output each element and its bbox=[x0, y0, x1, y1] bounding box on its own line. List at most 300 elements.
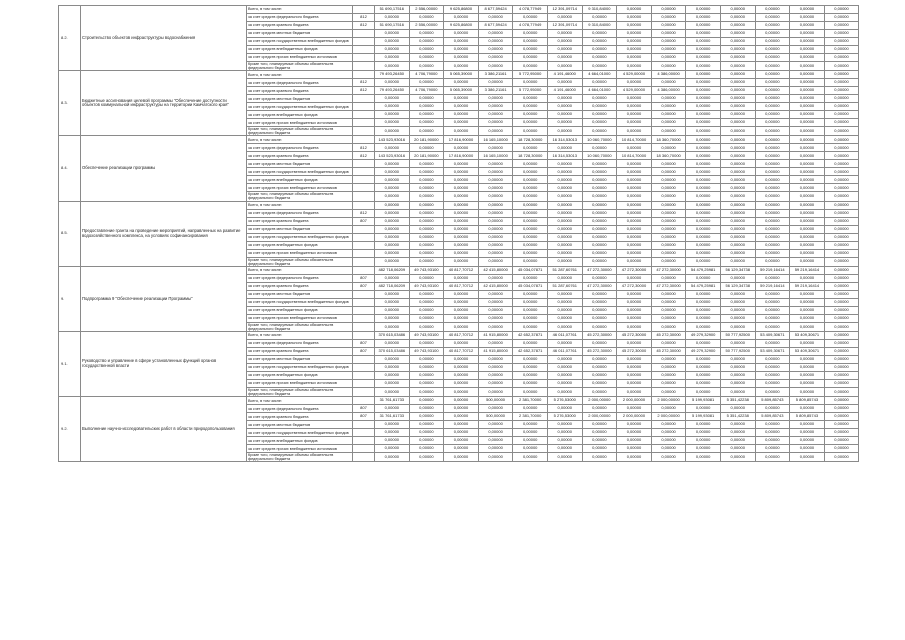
item-code: 9. bbox=[59, 266, 81, 331]
amount-cell: 0,00000 bbox=[478, 119, 513, 127]
funding-source: Всего, в том числе: bbox=[247, 136, 353, 144]
amount-cell: 0,00000 bbox=[720, 127, 755, 136]
amount-cell: 17 816,90000 bbox=[444, 136, 479, 144]
amount-cell: 0,00000 bbox=[790, 363, 825, 371]
amount-cell: 0,00000 bbox=[409, 421, 444, 429]
amount-cell: 0,00000 bbox=[513, 160, 548, 168]
amount-cell: 0,00000 bbox=[375, 54, 410, 62]
amount-cell: 0,00000 bbox=[409, 225, 444, 233]
amount-cell: 0,00000 bbox=[617, 209, 652, 217]
budget-code bbox=[353, 46, 375, 54]
amount-cell: 10 060,70000 bbox=[582, 136, 617, 144]
budget-code bbox=[353, 38, 375, 46]
amount-cell: 0,00000 bbox=[686, 192, 721, 201]
budget-code bbox=[353, 421, 375, 429]
amount-cell: 0,00000 bbox=[513, 176, 548, 184]
amount-cell: 49 743,93100 bbox=[409, 347, 444, 355]
amount-cell: 0,00000 bbox=[582, 184, 617, 192]
amount-cell: 45 272,30000 bbox=[651, 331, 686, 339]
amount-cell: 79 493,26450 bbox=[375, 87, 410, 95]
amount-cell: 0,00000 bbox=[755, 421, 790, 429]
amount-cell: 40 817,70712 bbox=[444, 331, 479, 339]
funding-source: за счет средств федерального бюджета bbox=[247, 144, 353, 152]
amount-cell: 0,00000 bbox=[651, 257, 686, 266]
amount-cell: 45 272,30000 bbox=[582, 331, 617, 339]
amount-cell: 0,00000 bbox=[824, 62, 859, 71]
amount-cell: 0,00000 bbox=[617, 6, 652, 14]
budget-code bbox=[353, 233, 375, 241]
amount-cell: 0,00000 bbox=[686, 111, 721, 119]
amount-cell: 0,00000 bbox=[790, 379, 825, 387]
funding-source: за счет средств внебюджетных фондов bbox=[247, 306, 353, 314]
amount-cell: 0,00000 bbox=[651, 168, 686, 176]
amount-cell: 0,00000 bbox=[582, 429, 617, 437]
amount-cell: 0,00000 bbox=[375, 339, 410, 347]
amount-cell: 0,00000 bbox=[617, 119, 652, 127]
amount-cell: 0,00000 bbox=[409, 445, 444, 453]
amount-cell: 0,00000 bbox=[824, 6, 859, 14]
amount-cell: 0,00000 bbox=[755, 79, 790, 87]
amount-cell: 0,00000 bbox=[824, 46, 859, 54]
amount-cell: 0,00000 bbox=[651, 249, 686, 257]
amount-cell: 0,00000 bbox=[790, 306, 825, 314]
amount-cell: 0,00000 bbox=[755, 14, 790, 22]
amount-cell: 0,00000 bbox=[513, 421, 548, 429]
amount-cell: 0,00000 bbox=[513, 144, 548, 152]
funding-source: за счет средств государственных внебюджетных фондов bbox=[247, 233, 353, 241]
amount-cell: 0,00000 bbox=[790, 217, 825, 225]
amount-cell: 0,00000 bbox=[720, 322, 755, 331]
amount-cell: 0,00000 bbox=[686, 257, 721, 266]
amount-cell: 0,00000 bbox=[790, 453, 825, 462]
amount-cell: 0,00000 bbox=[790, 209, 825, 217]
amount-cell: 0,00000 bbox=[824, 160, 859, 168]
amount-cell: 0,00000 bbox=[375, 184, 410, 192]
budget-code bbox=[353, 249, 375, 257]
amount-cell: 0,00000 bbox=[547, 421, 582, 429]
amount-cell: 0,00000 bbox=[720, 387, 755, 396]
budget-code: 812 bbox=[353, 152, 375, 160]
amount-cell: 0,00000 bbox=[444, 290, 479, 298]
budget-code bbox=[353, 111, 375, 119]
amount-cell: 0,00000 bbox=[478, 30, 513, 38]
amount-cell: 2 000,00000 bbox=[617, 413, 652, 421]
amount-cell: 0,00000 bbox=[720, 176, 755, 184]
amount-cell: 5 809,85743 bbox=[790, 397, 825, 405]
amount-cell: 0,00000 bbox=[790, 421, 825, 429]
funding-source: Кроме того, планируемые объемы обязательств федерального бюджета bbox=[247, 127, 353, 136]
amount-cell: 0,00000 bbox=[824, 176, 859, 184]
item-name: Подпрограмма 9 "Обеспечение реализации Программы" bbox=[81, 266, 247, 331]
amount-cell: 50 777,92500 bbox=[720, 331, 755, 339]
amount-cell: 47 272,30000 bbox=[617, 266, 652, 274]
budget-code bbox=[353, 54, 375, 62]
amount-cell: 0,00000 bbox=[790, 6, 825, 14]
amount-cell: 4 706,79000 bbox=[409, 71, 444, 79]
amount-cell: 0,00000 bbox=[824, 437, 859, 445]
amount-cell: 0,00000 bbox=[547, 379, 582, 387]
amount-cell: 0,00000 bbox=[375, 363, 410, 371]
amount-cell: 0,00000 bbox=[478, 249, 513, 257]
amount-cell: 0,00000 bbox=[409, 363, 444, 371]
amount-cell: 0,00000 bbox=[582, 111, 617, 119]
amount-cell: 0,00000 bbox=[582, 62, 617, 71]
amount-cell: 0,00000 bbox=[790, 14, 825, 22]
amount-cell: 4 191,46000 bbox=[547, 87, 582, 95]
funding-source: за счет средств местных бюджетов bbox=[247, 225, 353, 233]
funding-source: за счет средств прочих внебюджетных источников bbox=[247, 445, 353, 453]
amount-cell: 0,00000 bbox=[617, 111, 652, 119]
amount-cell: 0,00000 bbox=[651, 274, 686, 282]
funding-source: Всего, в том числе: bbox=[247, 71, 353, 79]
amount-cell: 0,00000 bbox=[617, 257, 652, 266]
amount-cell: 0,00000 bbox=[824, 87, 859, 95]
amount-cell: 0,00000 bbox=[375, 314, 410, 322]
funding-source: за счет средств местных бюджетов bbox=[247, 290, 353, 298]
amount-cell: 0,00000 bbox=[547, 445, 582, 453]
amount-cell: 0,00000 bbox=[409, 111, 444, 119]
amount-cell: 0,00000 bbox=[824, 421, 859, 429]
amount-cell: 4 706,79000 bbox=[409, 87, 444, 95]
amount-cell: 18 728,30000 bbox=[513, 152, 548, 160]
amount-cell: 46 011,07761 bbox=[547, 331, 582, 339]
amount-cell: 0,00000 bbox=[651, 95, 686, 103]
amount-cell: 0,00000 bbox=[582, 176, 617, 184]
amount-cell: 0,00000 bbox=[478, 209, 513, 217]
amount-cell: 0,00000 bbox=[582, 209, 617, 217]
funding-source: за счет средств государственных внебюджетных фондов bbox=[247, 429, 353, 437]
amount-cell: 0,00000 bbox=[409, 209, 444, 217]
amount-cell: 0,00000 bbox=[755, 379, 790, 387]
amount-cell: 0,00000 bbox=[720, 38, 755, 46]
amount-cell: 50 777,92500 bbox=[720, 347, 755, 355]
amount-cell: 0,00000 bbox=[720, 184, 755, 192]
amount-cell: 18 360,70000 bbox=[651, 136, 686, 144]
amount-cell: 0,00000 bbox=[720, 71, 755, 79]
funding-source: за счет средств государственных внебюджетных фондов bbox=[247, 298, 353, 306]
amount-cell: 0,00000 bbox=[478, 233, 513, 241]
amount-cell: 5 809,85743 bbox=[755, 413, 790, 421]
amount-cell: 0,00000 bbox=[478, 144, 513, 152]
amount-cell: 0,00000 bbox=[478, 437, 513, 445]
amount-cell: 0,00000 bbox=[686, 119, 721, 127]
amount-cell: 4 191,46000 bbox=[547, 71, 582, 79]
amount-cell: 0,00000 bbox=[547, 339, 582, 347]
amount-cell: 0,00000 bbox=[651, 379, 686, 387]
amount-cell: 16 314,53013 bbox=[547, 152, 582, 160]
amount-cell: 0,00000 bbox=[686, 168, 721, 176]
amount-cell: 0,00000 bbox=[824, 38, 859, 46]
amount-cell: 40 817,70712 bbox=[444, 282, 479, 290]
amount-cell: 47 272,30000 bbox=[617, 282, 652, 290]
amount-cell: 0,00000 bbox=[513, 192, 548, 201]
amount-cell: 0,00000 bbox=[444, 249, 479, 257]
amount-cell: 0,00000 bbox=[720, 6, 755, 14]
amount-cell: 0,00000 bbox=[651, 387, 686, 396]
amount-cell: 0,00000 bbox=[617, 379, 652, 387]
amount-cell: 0,00000 bbox=[582, 355, 617, 363]
amount-cell: 0,00000 bbox=[444, 453, 479, 462]
amount-cell: 2 000,00000 bbox=[651, 413, 686, 421]
item-code: 9.2. bbox=[59, 397, 81, 462]
amount-cell: 0,00000 bbox=[375, 103, 410, 111]
budget-code bbox=[353, 160, 375, 168]
amount-cell: 0,00000 bbox=[755, 437, 790, 445]
amount-cell: 0,00000 bbox=[790, 387, 825, 396]
table-row bbox=[59, 6, 859, 14]
amount-cell: 0,00000 bbox=[824, 363, 859, 371]
item-name: Строительство объектов инфраструктуры водоснабжения bbox=[81, 6, 247, 71]
amount-cell: 0,00000 bbox=[409, 355, 444, 363]
table-row bbox=[59, 201, 859, 209]
amount-cell: 0,00000 bbox=[444, 233, 479, 241]
amount-cell: 0,00000 bbox=[547, 453, 582, 462]
amount-cell: 0,00000 bbox=[617, 168, 652, 176]
budget-table-page bbox=[58, 5, 858, 462]
amount-cell: 0,00000 bbox=[755, 355, 790, 363]
amount-cell: 0,00000 bbox=[651, 103, 686, 111]
amount-cell: 0,00000 bbox=[755, 429, 790, 437]
amount-cell: 0,00000 bbox=[790, 30, 825, 38]
amount-cell: 0,00000 bbox=[409, 405, 444, 413]
amount-cell: 0,00000 bbox=[444, 429, 479, 437]
amount-cell: 0,00000 bbox=[375, 241, 410, 249]
amount-cell: 0,00000 bbox=[824, 225, 859, 233]
amount-cell: 56 129,34738 bbox=[720, 266, 755, 274]
amount-cell: 0,00000 bbox=[686, 429, 721, 437]
amount-cell: 0,00000 bbox=[409, 160, 444, 168]
amount-cell: 0,00000 bbox=[375, 355, 410, 363]
amount-cell: 0,00000 bbox=[720, 225, 755, 233]
amount-cell: 0,00000 bbox=[617, 405, 652, 413]
amount-cell: 0,00000 bbox=[720, 192, 755, 201]
amount-cell: 0,00000 bbox=[478, 387, 513, 396]
amount-cell: 0,00000 bbox=[375, 445, 410, 453]
amount-cell: 0,00000 bbox=[478, 274, 513, 282]
amount-cell: 0,00000 bbox=[824, 111, 859, 119]
amount-cell: 0,00000 bbox=[651, 6, 686, 14]
amount-cell: 0,00000 bbox=[651, 209, 686, 217]
amount-cell: 45 034,07871 bbox=[513, 282, 548, 290]
amount-cell: 0,00000 bbox=[686, 184, 721, 192]
amount-cell: 0,00000 bbox=[547, 363, 582, 371]
amount-cell: 0,00000 bbox=[582, 322, 617, 331]
amount-cell: 0,00000 bbox=[513, 111, 548, 119]
amount-cell: 0,00000 bbox=[444, 371, 479, 379]
amount-cell: 0,00000 bbox=[755, 168, 790, 176]
budget-code bbox=[353, 266, 375, 274]
amount-cell: 0,00000 bbox=[755, 111, 790, 119]
amount-cell: 0,00000 bbox=[513, 290, 548, 298]
amount-cell: 0,00000 bbox=[513, 209, 548, 217]
amount-cell: 0,00000 bbox=[790, 290, 825, 298]
budget-code: 812 bbox=[353, 87, 375, 95]
amount-cell: 0,00000 bbox=[547, 290, 582, 298]
amount-cell: 16 165,10000 bbox=[478, 136, 513, 144]
amount-cell: 0,00000 bbox=[651, 437, 686, 445]
amount-cell: 0,00000 bbox=[686, 225, 721, 233]
budget-code bbox=[353, 298, 375, 306]
amount-cell: 0,00000 bbox=[547, 168, 582, 176]
amount-cell: 0,00000 bbox=[513, 371, 548, 379]
amount-cell: 0,00000 bbox=[755, 176, 790, 184]
amount-cell: 0,00000 bbox=[824, 387, 859, 396]
amount-cell: 0,00000 bbox=[547, 209, 582, 217]
amount-cell: 0,00000 bbox=[651, 363, 686, 371]
amount-cell: 0,00000 bbox=[617, 306, 652, 314]
amount-cell: 0,00000 bbox=[409, 127, 444, 136]
item-name: Руководство и управление в сфере установленных функций органов государственной власти bbox=[81, 331, 247, 396]
amount-cell: 0,00000 bbox=[790, 87, 825, 95]
amount-cell: 0,00000 bbox=[478, 314, 513, 322]
amount-cell: 0,00000 bbox=[375, 387, 410, 396]
amount-cell: 0,00000 bbox=[790, 405, 825, 413]
amount-cell: 0,00000 bbox=[409, 54, 444, 62]
amount-cell: 0,00000 bbox=[720, 445, 755, 453]
amount-cell: 0,00000 bbox=[790, 274, 825, 282]
amount-cell: 2 000,00000 bbox=[651, 397, 686, 405]
funding-source: за счет средств местных бюджетов bbox=[247, 30, 353, 38]
amount-cell: 0,00000 bbox=[582, 30, 617, 38]
amount-cell: 0,00000 bbox=[409, 387, 444, 396]
funding-source: за счет средств федерального бюджета bbox=[247, 14, 353, 22]
funding-source: за счет средств внебюджетных фондов bbox=[247, 111, 353, 119]
amount-cell: 0,00000 bbox=[686, 355, 721, 363]
amount-cell: 0,00000 bbox=[582, 241, 617, 249]
amount-cell: 0,00000 bbox=[686, 14, 721, 22]
amount-cell: 0,00000 bbox=[547, 249, 582, 257]
amount-cell: 51 287,60761 bbox=[547, 266, 582, 274]
amount-cell: 0,00000 bbox=[478, 184, 513, 192]
amount-cell: 0,00000 bbox=[824, 119, 859, 127]
amount-cell: 4 529,00000 bbox=[617, 87, 652, 95]
amount-cell: 49 279,32900 bbox=[686, 331, 721, 339]
amount-cell: 0,00000 bbox=[444, 217, 479, 225]
amount-cell: 0,00000 bbox=[651, 176, 686, 184]
amount-cell: 0,00000 bbox=[790, 371, 825, 379]
amount-cell: 0,00000 bbox=[686, 144, 721, 152]
amount-cell: 0,00000 bbox=[720, 22, 755, 30]
amount-cell: 0,00000 bbox=[790, 168, 825, 176]
amount-cell: 0,00000 bbox=[444, 54, 479, 62]
amount-cell: 0,00000 bbox=[444, 160, 479, 168]
budget-code bbox=[353, 201, 375, 209]
amount-cell: 0,00000 bbox=[375, 290, 410, 298]
funding-source: за счет средств прочих внебюджетных источников bbox=[247, 54, 353, 62]
amount-cell: 0,00000 bbox=[409, 429, 444, 437]
amount-cell: 0,00000 bbox=[617, 355, 652, 363]
amount-cell: 9 625,86800 bbox=[444, 6, 479, 14]
amount-cell: 0,00000 bbox=[824, 371, 859, 379]
amount-cell: 0,00000 bbox=[409, 453, 444, 462]
amount-cell: 0,00000 bbox=[513, 274, 548, 282]
amount-cell: 0,00000 bbox=[686, 290, 721, 298]
amount-cell: 0,00000 bbox=[513, 257, 548, 266]
amount-cell: 42 415,80000 bbox=[478, 282, 513, 290]
amount-cell: 0,00000 bbox=[720, 379, 755, 387]
amount-cell: 0,00000 bbox=[824, 257, 859, 266]
amount-cell: 0,00000 bbox=[513, 62, 548, 71]
amount-cell: 0,00000 bbox=[790, 298, 825, 306]
amount-cell: 0,00000 bbox=[375, 421, 410, 429]
budget-code bbox=[353, 363, 375, 371]
amount-cell: 0,00000 bbox=[824, 290, 859, 298]
amount-cell: 0,00000 bbox=[582, 306, 617, 314]
amount-cell: 0,00000 bbox=[755, 249, 790, 257]
amount-cell: 0,00000 bbox=[513, 379, 548, 387]
amount-cell: 0,00000 bbox=[824, 453, 859, 462]
amount-cell: 2 556,00000 bbox=[409, 22, 444, 30]
amount-cell: 0,00000 bbox=[478, 201, 513, 209]
amount-cell: 41 915,80000 bbox=[478, 331, 513, 339]
funding-source: за счет средств краевого бюджета bbox=[247, 87, 353, 95]
amount-cell: 0,00000 bbox=[686, 38, 721, 46]
amount-cell: 0,00000 bbox=[513, 30, 548, 38]
amount-cell: 12 391,09714 bbox=[547, 22, 582, 30]
amount-cell: 0,00000 bbox=[617, 298, 652, 306]
amount-cell: 0,00000 bbox=[582, 421, 617, 429]
amount-cell: 0,00000 bbox=[720, 168, 755, 176]
amount-cell: 0,00000 bbox=[375, 225, 410, 233]
amount-cell: 0,00000 bbox=[824, 14, 859, 22]
amount-cell: 17 816,90000 bbox=[444, 152, 479, 160]
amount-cell: 0,00000 bbox=[755, 87, 790, 95]
amount-cell: 45 272,30000 bbox=[617, 347, 652, 355]
amount-cell: 0,00000 bbox=[720, 233, 755, 241]
amount-cell: 0,00000 bbox=[790, 322, 825, 331]
amount-cell: 0,00000 bbox=[513, 355, 548, 363]
amount-cell: 0,00000 bbox=[444, 257, 479, 266]
amount-cell: 0,00000 bbox=[651, 405, 686, 413]
amount-cell: 0,00000 bbox=[444, 298, 479, 306]
amount-cell: 0,00000 bbox=[617, 160, 652, 168]
funding-source: за счет средств государственных внебюджетных фондов bbox=[247, 363, 353, 371]
amount-cell: 0,00000 bbox=[547, 144, 582, 152]
amount-cell: 0,00000 bbox=[651, 322, 686, 331]
amount-cell: 0,00000 bbox=[409, 119, 444, 127]
amount-cell: 0,00000 bbox=[651, 14, 686, 22]
amount-cell: 0,00000 bbox=[686, 201, 721, 209]
amount-cell: 0,00000 bbox=[686, 79, 721, 87]
amount-cell: 0,00000 bbox=[755, 201, 790, 209]
amount-cell: 0,00000 bbox=[755, 152, 790, 160]
amount-cell: 0,00000 bbox=[582, 274, 617, 282]
amount-cell: 0,00000 bbox=[790, 201, 825, 209]
amount-cell: 0,00000 bbox=[686, 371, 721, 379]
amount-cell: 0,00000 bbox=[824, 249, 859, 257]
amount-cell: 4 529,00000 bbox=[617, 71, 652, 79]
amount-cell: 0,00000 bbox=[790, 71, 825, 79]
amount-cell: 0,00000 bbox=[409, 168, 444, 176]
amount-cell: 0,00000 bbox=[444, 168, 479, 176]
amount-cell: 0,00000 bbox=[720, 62, 755, 71]
amount-cell: 143 523,93016 bbox=[375, 152, 410, 160]
amount-cell: 0,00000 bbox=[617, 241, 652, 249]
amount-cell: 0,00000 bbox=[790, 429, 825, 437]
amount-cell: 0,00000 bbox=[617, 62, 652, 71]
amount-cell: 0,00000 bbox=[582, 217, 617, 225]
amount-cell: 0,00000 bbox=[755, 103, 790, 111]
amount-cell: 0,00000 bbox=[720, 14, 755, 22]
amount-cell: 0,00000 bbox=[720, 152, 755, 160]
amount-cell: 0,00000 bbox=[582, 257, 617, 266]
amount-cell: 0,00000 bbox=[790, 233, 825, 241]
amount-cell: 9 310,84000 bbox=[582, 6, 617, 14]
amount-cell: 0,00000 bbox=[651, 371, 686, 379]
amount-cell: 0,00000 bbox=[686, 322, 721, 331]
amount-cell: 0,00000 bbox=[478, 54, 513, 62]
amount-cell: 0,00000 bbox=[444, 225, 479, 233]
